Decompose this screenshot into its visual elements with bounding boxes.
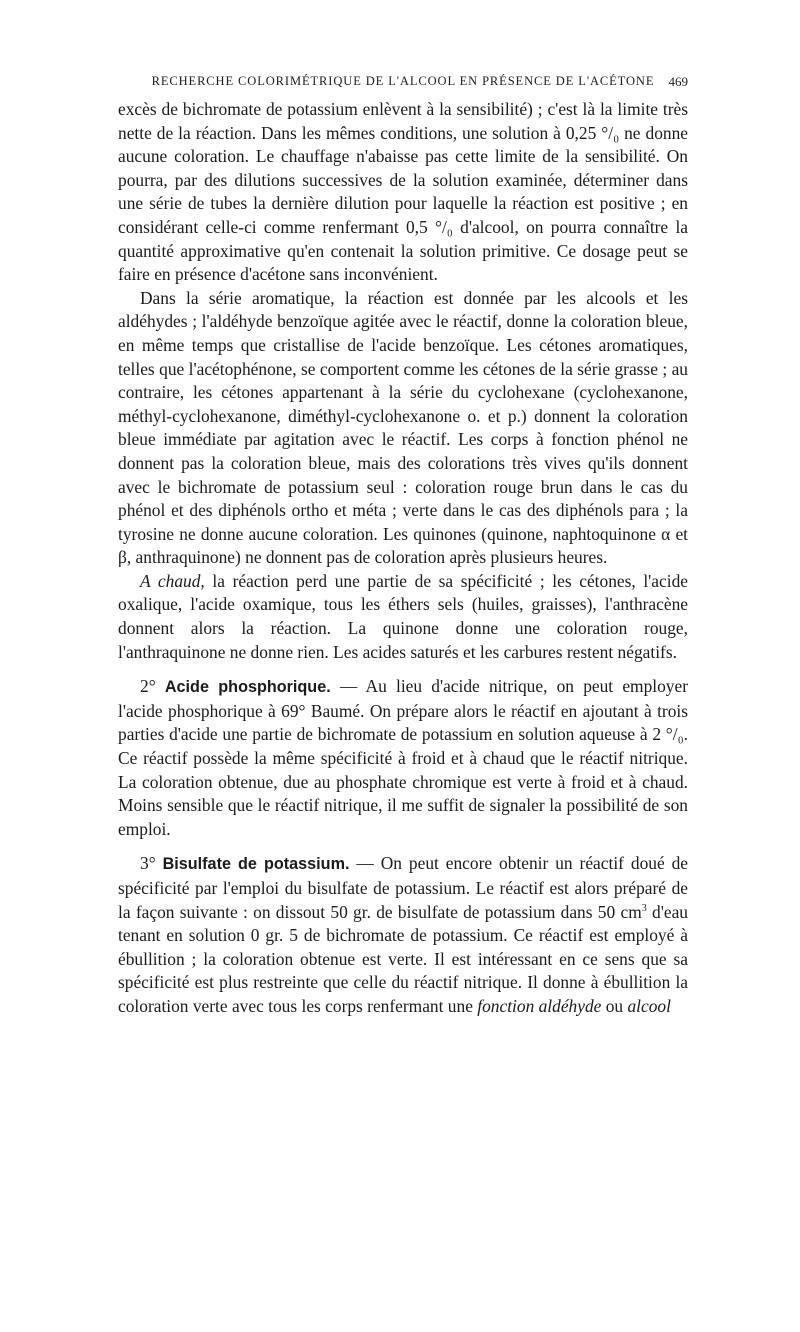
- body-text: [118, 98, 688, 1019]
- section-title-potassium-bisulfate: Bisulfate de potassium.: [162, 855, 350, 874]
- italic-a-chaud: A chaud,: [140, 570, 205, 591]
- section-number-2: 2°: [140, 676, 165, 697]
- italic-fonction-aldehyde: fonction aldéhyde: [477, 995, 602, 1016]
- section-potassium-bisulfate: [118, 852, 688, 1018]
- cubic-superscript: 3: [641, 902, 647, 914]
- section-number-3: 3°: [140, 853, 163, 874]
- paragraph-1: excès de bichromate de potassium enlèvent à la sensibilité) ; c'est là la limite très nette de la réaction. Dans les mêmes conditions, une solution à 0,25 °/₀ ne donne aucune coloration. Le chauffage n'abaisse pas cette limite de la sensibilité. On pourra, par des dilutions successives de la solution examinée, déterminer dans une série de tubes la dernière dilution pour laquelle la réaction est positive ; en considérant celle-ci comme renfermant 0,5 °/₀ d'alcool, on pourra connaître la quantité approximative qu'en contenait la solution primitive. Ce dosage peut se faire en présence d'acétone sans inconvénient.: [118, 99, 688, 285]
- section-text-a: — On peut encore obtenir un réactif doué de spécificité par l'emploi du bisulfate de potassium. Le réactif est alors préparé de la façon suivante : on dissout 50 gr. de bisulfate de potassium dans 50 cm: [118, 853, 689, 922]
- paragraph-a-chaud-text: la réaction perd une partie de sa spécificité ; les cétones, l'acide oxalique, l'acide oxamique, tous les éthers sels (huiles, graisses), l'anthracène donnent alors la réaction. La quinone donne une coloration rouge, l'anthraquinone ne donne rien. Les acides saturés et les carbures restent négatifs.: [118, 570, 688, 662]
- italic-alcool: alcool: [627, 995, 671, 1016]
- paragraph-aromatic-series: Dans la série aromatique, la réaction est donnée par les alcools et les aldéhydes ; l'aldéhyde benzoïque agitée avec le réactif, donne la coloration bleue, en même temps que cristallise de l'acide benzoïque. Les cétones aromatiques, telles que l'acétophénone, se comportent comme les cétones de la série grasse ; au contraire, les cétones appartenant à la série du cyclohexane (cyclohexanone, méthyl-cyclohexanone, diméthyl-cyclohexanone o. et p.) donnent la coloration bleue immédiate par agitation avec le réactif. Les corps à fonction phénol ne donnent pas la coloration bleue, mais des colorations très vives qu'ils donnent avec le bichromate de potassium seul : coloration rouge brun dans le cas du phénol et des diphénols ortho et méta ; verte dans le cas des diphénols para ; la tyrosine ne donne aucune coloration. Les quinones (quinone, naphtoquinone α et β, anthraquinone) ne donnent pas de coloration après plusieurs heures.: [118, 287, 688, 568]
- section-text-c: ou: [601, 995, 628, 1016]
- section-title-phosphoric-acid: Acide phosphorique.: [164, 678, 331, 697]
- section-text-b: d'eau tenant en solution 0 gr. 5 de bichromate de potassium. Ce réactif est employé à ébullition ; la coloration obtenue est verte. Il est intéressant en ce sens que sa spécificité est plus restreinte que celle du réactif nitrique. Il donne à ébullition la coloration verte avec tous les corps renfermant une: [118, 901, 688, 1016]
- paragraph-a-chaud: [118, 570, 688, 664]
- section-phosphoric-acid: [118, 675, 688, 841]
- page-number: 469: [668, 74, 688, 89]
- running-header: RECHERCHE COLORIMÉTRIQUE DE L'ALCOOL EN PRÉSENCE DE L'ACÉTONE: [151, 74, 655, 88]
- section-text-phosphoric-acid: — Au lieu d'acide nitrique, on peut employer l'acide phosphorique à 69° Baumé. On prépare alors le réactif en ajoutant à trois parties d'acide une partie de bichromate de potassium en solution aqueuse à 2 °/₀. Ce réactif possède la même spécificité à froid et à chaud que le réactif nitrique. La coloration obtenue, due au phosphate chromique est verte à froid et à chaud. Moins sensible que le réactif nitrique, il me suffit de signaler la possibilité de son emploi.: [118, 676, 689, 839]
